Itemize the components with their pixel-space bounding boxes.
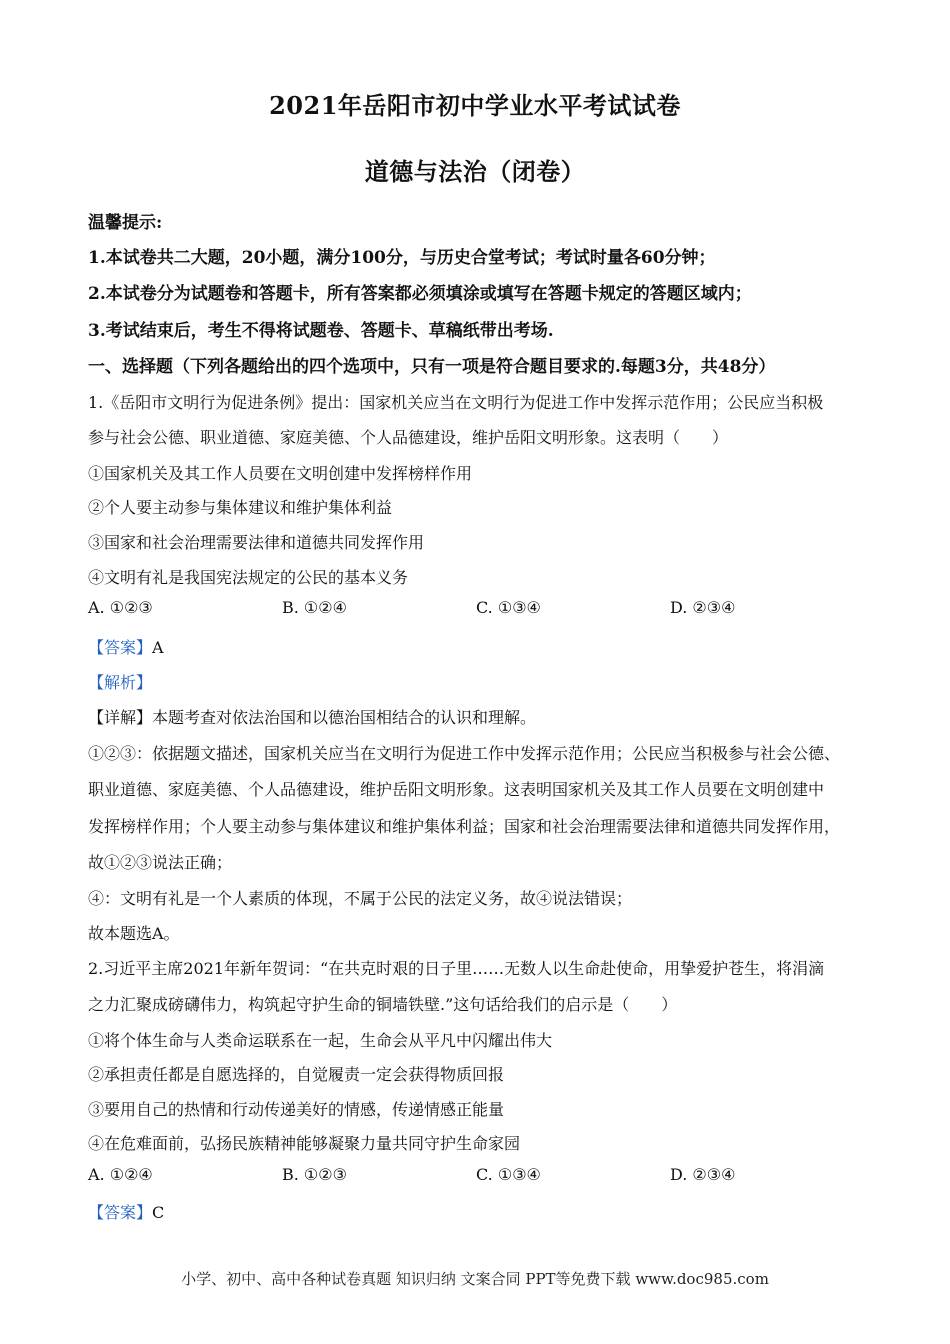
question-stem-line: 2.习近平主席2021年新年贺词：“在共克时艰的日子里……无数人以生命赴使命，用挚爱护苍生，将涓滴 xyxy=(88,959,825,978)
question-stem-line: 参与社会公德、职业道德、家庭美德、个人品德建设，维护岳阳文明形象。这表明（ ） xyxy=(88,428,729,447)
tip-item: 3.考试结束后，考生不得将试题卷、答题卡、草稿纸带出考场. xyxy=(88,321,554,341)
option-d: D. ②③④ xyxy=(670,1165,736,1184)
option-b: B. ①②③ xyxy=(282,1165,347,1184)
question-statement: ④在危难面前，弘扬民族精神能够凝聚力量共同守护生命家园 xyxy=(88,1134,521,1153)
option-c: C. ①③④ xyxy=(476,598,541,617)
option-d: D. ②③④ xyxy=(670,598,736,617)
answer-value: A xyxy=(152,638,164,657)
answer-line xyxy=(88,635,164,658)
section-heading: 一、选择题（下列各题给出的四个选项中，只有一项是符合题目要求的.每题3分，共48分） xyxy=(88,357,776,377)
detail-line: 故本题选A。 xyxy=(88,924,180,943)
question-statement: ②个人要主动参与集体建议和维护集体利益 xyxy=(88,498,393,517)
answer-value: C xyxy=(152,1203,165,1222)
tip-item: 2.本试卷分为试题卷和答题卡，所有答案都必须填涂或填写在答题卡规定的答题区域内； xyxy=(88,284,752,304)
option-a: A. ①②③ xyxy=(88,598,153,617)
page-subtitle: 道德与法治（闭卷） xyxy=(364,157,586,186)
detail-line xyxy=(88,705,536,728)
answer-tag: 【答案】 xyxy=(88,638,153,657)
detail-line: 故①②③说法正确； xyxy=(88,853,233,872)
question-statement: ①国家机关及其工作人员要在文明创建中发挥榜样作用 xyxy=(88,464,473,483)
option-b: B. ①②④ xyxy=(282,598,347,617)
tips-heading: 温馨提示: xyxy=(88,213,163,233)
analysis-tag: 【解析】 xyxy=(88,673,153,692)
detail-text: 本题考查对依法治国和以德治国相结合的认识和理解。 xyxy=(152,708,537,727)
page-footer[interactable]: 小学、初中、高中各种试卷真题 知识归纳 文案合同 PPT等免费下载 www.doc985.com xyxy=(181,1270,769,1288)
question-statement: ①将个体生命与人类命运联系在一起，生命会从平凡中闪耀出伟大 xyxy=(88,1031,553,1050)
option-c: C. ①③④ xyxy=(476,1165,541,1184)
tip-item: 1.本试卷共二大题，20小题，满分100分，与历史合堂考试；考试时量各60分钟； xyxy=(88,248,716,268)
detail-line: ④：文明有礼是一个人素质的体现，不属于公民的法定义务，故④说法错误； xyxy=(88,889,633,908)
detail-line: 职业道德、家庭美德、个人品德建设，维护岳阳文明形象。这表明国家机关及其工作人员要在文明创建中 xyxy=(88,780,825,799)
question-stem-line: 1.《岳阳市文明行为促进条例》提出：国家机关应当在文明行为促进工作中发挥示范作用；公民应当积极 xyxy=(88,393,824,412)
question-statement: ③要用自己的热情和行动传递美好的情感，传递情感正能量 xyxy=(88,1100,505,1119)
detail-line: ①②③：依据题文描述，国家机关应当在文明行为促进工作中发挥示范作用；公民应当积极参与社会公德、 xyxy=(88,744,841,763)
question-stem-line: 之力汇聚成磅礴伟力，构筑起守护生命的铜墙铁壁.”这句话给我们的启示是（ ） xyxy=(88,995,678,1014)
answer-line xyxy=(88,1200,164,1223)
question-statement: ③国家和社会治理需要法律和道德共同发挥作用 xyxy=(88,533,425,552)
answer-tag: 【答案】 xyxy=(88,1203,153,1222)
question-statement: ④文明有礼是我国宪法规定的公民的基本义务 xyxy=(88,568,409,587)
detail-tag: 【详解】 xyxy=(88,708,153,727)
page-title: 2021年岳阳市初中学业水平考试试卷 xyxy=(269,91,681,120)
question-statement: ②承担责任都是自愿选择的，自觉履责一定会获得物质回报 xyxy=(88,1065,505,1084)
option-a: A. ①②④ xyxy=(88,1165,153,1184)
detail-line: 发挥榜样作用；个人要主动参与集体建议和维护集体利益；国家和社会治理需要法律和道德共同发挥作用， xyxy=(88,817,841,836)
